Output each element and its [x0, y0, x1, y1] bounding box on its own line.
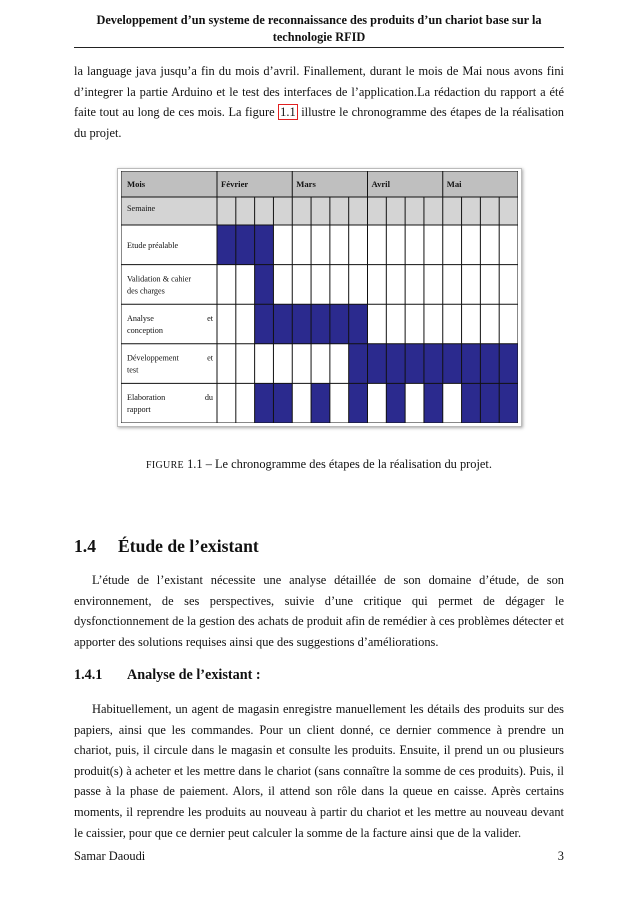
caption-text: – Le chronogramme des étapes de la réalisation du projet.: [205, 457, 492, 471]
gantt-bar-cell: [255, 383, 274, 423]
section-title: Étude de l’existant: [118, 536, 259, 556]
gantt-chart: [121, 171, 518, 423]
gantt-task-label: Validation & cahier: [127, 274, 192, 284]
section-number: 1.4: [74, 536, 96, 556]
gantt-bar-cell: [255, 304, 274, 344]
gantt-bar-cell: [462, 344, 481, 384]
gantt-bar-cell: [462, 383, 481, 423]
gantt-task-label: test: [127, 365, 139, 375]
gantt-bar-cell: [292, 304, 311, 344]
gantt-bar-cell: [330, 304, 349, 344]
intro-text-2: illustre le chronogramme des étapes de la réalisation du projet.: [74, 105, 565, 140]
gantt-week-row: [121, 197, 518, 225]
gantt-month-label: Mars: [296, 179, 316, 189]
gantt-bar-cell: [499, 344, 518, 384]
running-header: [74, 12, 564, 46]
figure-reference-link[interactable]: 1.1: [280, 105, 296, 120]
gantt-task-label: conception: [127, 326, 163, 335]
gantt-bar-cell: [386, 383, 405, 423]
gantt-bar-cell: [255, 265, 274, 305]
gantt-bar-cell: [349, 304, 368, 344]
gantt-month-label: Février: [221, 179, 249, 189]
footer-author: Samar Daoudi: [74, 849, 146, 863]
intro-text-1: la language java jusqu’a fin du mois d’avril. Finallement, durant le mois de Mai nous avons fini d’integrer la partie Arduino et le test des interfaces de l’application.La rédaction du rapport a été faite tout au long de ces mois. La figure: [74, 64, 564, 120]
gantt-task-label: et: [207, 353, 213, 363]
gantt-bar-cell: [349, 344, 368, 384]
gantt-bar-cell: [255, 225, 274, 265]
gantt-bar-cell: [273, 304, 292, 344]
gantt-task-label: Analyse: [127, 314, 154, 323]
caption-label: FIGURE: [146, 460, 184, 471]
gantt-bar-cell: [386, 344, 405, 384]
section-heading: [74, 535, 259, 557]
subsection-paragraph: Habituellement, un agent de magasin enregistre manuellement les détails des produits sur des papiers, ainsi que les commandes. Pour un client donné, ce dernier commence à prendre un chariot, puis, il circule dans le magasin et consulte les produits. Ensuite, il prend un ou plusieurs produit(s) à acheter et les mettre dans le chariot (sans connaître la somme de ces produits). Puis, il passe à la phase de paiement. Alors, il attend son rôle dans la queue en caisse. Après certains moments, il reprendre les produits au nouveau à partir du chariot et les mettre au nouveau devant le caissier, pour que ce dernier peut calculer la somme de la facture ainsi que de la valider.: [74, 702, 564, 840]
gantt-task-label: rapport: [127, 405, 151, 415]
gantt-month-label: Mai: [446, 179, 462, 189]
caption-number: 1.1: [187, 457, 203, 471]
gantt-header-label: Mois: [127, 179, 146, 189]
gantt-task-label: Développement: [127, 353, 179, 363]
gantt-bar-cell: [405, 344, 424, 384]
subsection-title: Analyse de l’existant :: [127, 667, 261, 683]
page-number: 3: [557, 849, 564, 863]
gantt-task-label: Elaboration: [127, 393, 166, 403]
intro-paragraph: [74, 61, 564, 143]
gantt-task-label: Etude préalable: [127, 240, 179, 250]
gantt-bar-cell: [424, 344, 443, 384]
gantt-bar-cell: [311, 304, 330, 344]
gantt-bar-cell: [480, 383, 499, 423]
gantt-bar-cell: [217, 225, 236, 265]
gantt-month-label: Avril: [371, 179, 390, 189]
subsection-heading: [74, 665, 261, 685]
gantt-figure: [117, 168, 522, 427]
gantt-task-label: et: [207, 314, 213, 323]
section-paragraph: L’étude de l’existant nécessite une analyse détaillée de son domaine d’étude, de son environnement, de ses perspectives, suivie d’une critique qui permet de dégager le dysfonctionnement de la gestion des achats de produit afin de remédier à ces problèmes détecter et apporter des solutions requises ainsi que des suggestions d’améliorations.: [74, 573, 564, 649]
gantt-bar-cell: [424, 383, 443, 423]
running-header-line-1: Developpement d’un systeme de reconnaissance des produits d’un chariot base sur la: [96, 13, 542, 27]
gantt-bar-cell: [443, 344, 462, 384]
gantt-task-label: du: [204, 393, 213, 403]
gantt-bar-cell: [236, 225, 255, 265]
header-rule: [74, 47, 564, 48]
gantt-bar-cell: [273, 383, 292, 423]
running-header-line-2: technologie RFID: [272, 30, 366, 44]
subsection-number: 1.4.1: [74, 667, 103, 683]
gantt-week-label: Semaine: [127, 204, 156, 213]
gantt-bar-cell: [480, 344, 499, 384]
gantt-bar-cell: [368, 344, 387, 384]
figure-caption: [74, 456, 564, 474]
gantt-bar-cell: [499, 383, 518, 423]
gantt-bar-cell: [349, 383, 368, 423]
gantt-task-label: des charges: [127, 286, 165, 296]
gantt-bar-cell: [311, 383, 330, 423]
